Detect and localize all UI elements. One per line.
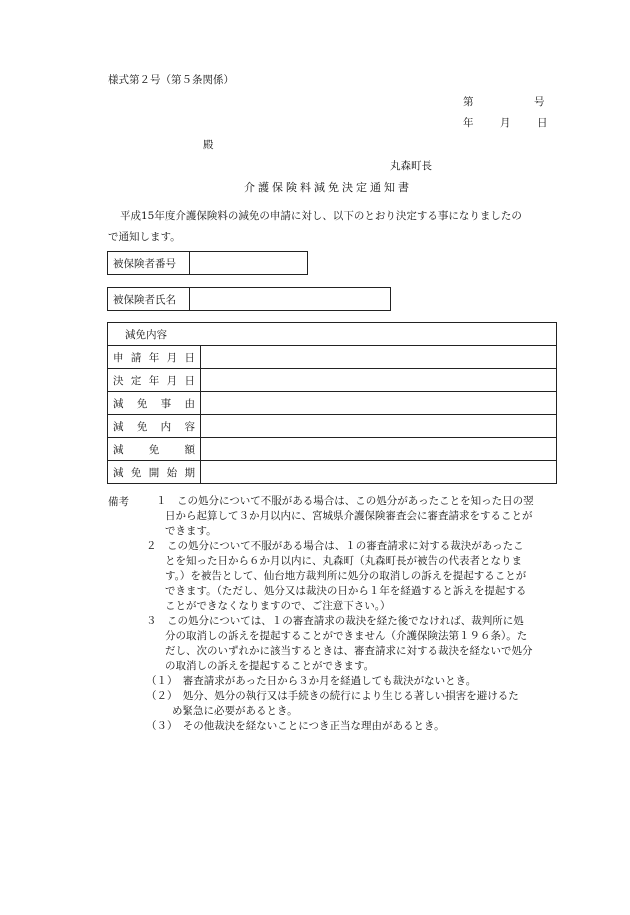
row-value-reduction-amount[interactable] [201,438,557,461]
row-label-reduction-amount [113,442,195,457]
insured-number-box [107,251,308,275]
remark-number: ３ [146,615,157,627]
subitem-number: （２） [146,690,173,702]
subitem-number: （３） [146,720,173,732]
label-char: 定 [130,374,142,387]
label-char: 日 [184,351,195,364]
insured-number-label: 被保険者番号 [108,252,190,275]
form-number: 様式第２号（第５条関係） [108,74,234,86]
row-value-reduction-content[interactable] [201,415,557,438]
remark-item-3: ３ この処分については、１の審査請求の裁決を経た後でなければ、裁判所に処 分の取消しの訴えを提起することができません（介護保険法第１９６条）。た だし、次のいずれかに該当するときは、審査請求に対する裁決を経ないで処分 の取消しの訴えを提起することができます。 [146,615,533,672]
label-char: 年 [148,374,160,387]
table-row [108,392,557,415]
row-label-application-date [113,350,195,365]
row-label-reduction-start [113,465,195,480]
label-char: 月 [166,351,178,364]
label-char: 容 [184,420,195,433]
addressee-suffix: 殿 [203,139,214,151]
label-char: 請 [130,351,142,364]
date-month: 月 [500,117,511,129]
body-text-line-1: 平成15年度介護保険料の減免の申請に対し、以下のとおり決定する事になりましたの [120,210,522,222]
row-value-application-date[interactable] [201,346,557,369]
row-label-reduction-content [113,419,195,434]
insured-name-label: 被保険者氏名 [108,288,190,311]
reduction-table [107,322,557,484]
doc-number-go: 号 [534,96,545,108]
remark-number: ２ [146,540,157,552]
label-char: 始 [166,466,178,479]
subitem-number: （１） [146,675,173,687]
row-label-decision-date [113,373,195,388]
table-row [108,369,557,392]
remarks-label: 備考 [108,496,129,508]
label-char: 減 [113,443,124,456]
insured-name-field[interactable] [190,288,391,311]
remark-item-1: １ この処分について不服がある場合は、この処分があったことを知った日の翌 日から起算して３か月以内に、宮城県介護保険審査会に審査請求をすることが できます。 [156,495,534,537]
label-char: 期 [184,466,195,479]
label-char: 年 [148,351,160,364]
label-char: 決 [113,374,124,387]
label-char: 減 [113,420,124,433]
remarks-list [146,494,534,734]
date-year: 年 [463,117,474,129]
label-char: 由 [184,397,195,410]
table-row [108,438,557,461]
label-char: 免 [130,466,142,479]
issuer-name: 丸森町長 [390,160,432,172]
document-title: 介護保険料減免決定通知書 [244,181,412,194]
date-day: 日 [537,117,548,129]
remark-item-2: ２ この処分について不服がある場合は、１の審査請求に対する裁決があったこ とを知った日から６か月以内に、丸森町（丸森町長が被告の代表者となりま す。）を被告として、仙台地方裁判所に処分の取消しの訴えを提起することが できます。（ただし、処分又は裁決の日から１年を経過すると訴えを提起する ことができなくなりますので、ご注意下さい。） [146,540,527,612]
reduction-table-header: 減免内容 [108,323,557,346]
label-char: 免 [136,420,148,433]
label-char: 開 [148,466,160,479]
label-char: 内 [160,420,172,433]
label-char: 日 [184,374,195,387]
table-row [108,346,557,369]
label-char: 額 [184,443,195,456]
table-row [108,415,557,438]
remark-subitem-2: （２） 処分、処分の執行又は手続きの続行により生じる著しい損害を避けるた め緊急に必要があるとき。 [146,690,519,717]
label-char: 申 [113,351,124,364]
insured-name-box [107,287,391,311]
insured-number-field[interactable] [190,252,308,275]
row-label-reduction-reason [113,396,195,411]
remark-subitem-1: （１） 審査請求があった日から３か月を経過しても裁決がないとき。 [146,675,477,687]
label-char: 事 [160,397,172,410]
body-text-line-2: で通知します。 [108,231,181,243]
label-char: 減 [113,466,124,479]
label-char: 月 [166,374,178,387]
remark-subitem-3: （３） その他裁決を経ないことにつき正当な理由があるとき。 [146,720,445,732]
row-value-reduction-reason[interactable] [201,392,557,415]
table-row [108,461,557,484]
doc-number-dai: 第 [463,96,474,108]
row-value-reduction-start[interactable] [201,461,557,484]
label-char: 免 [148,443,160,456]
label-char: 減 [113,397,124,410]
row-value-decision-date[interactable] [201,369,557,392]
label-char: 免 [136,397,148,410]
remark-number: １ [156,495,167,507]
